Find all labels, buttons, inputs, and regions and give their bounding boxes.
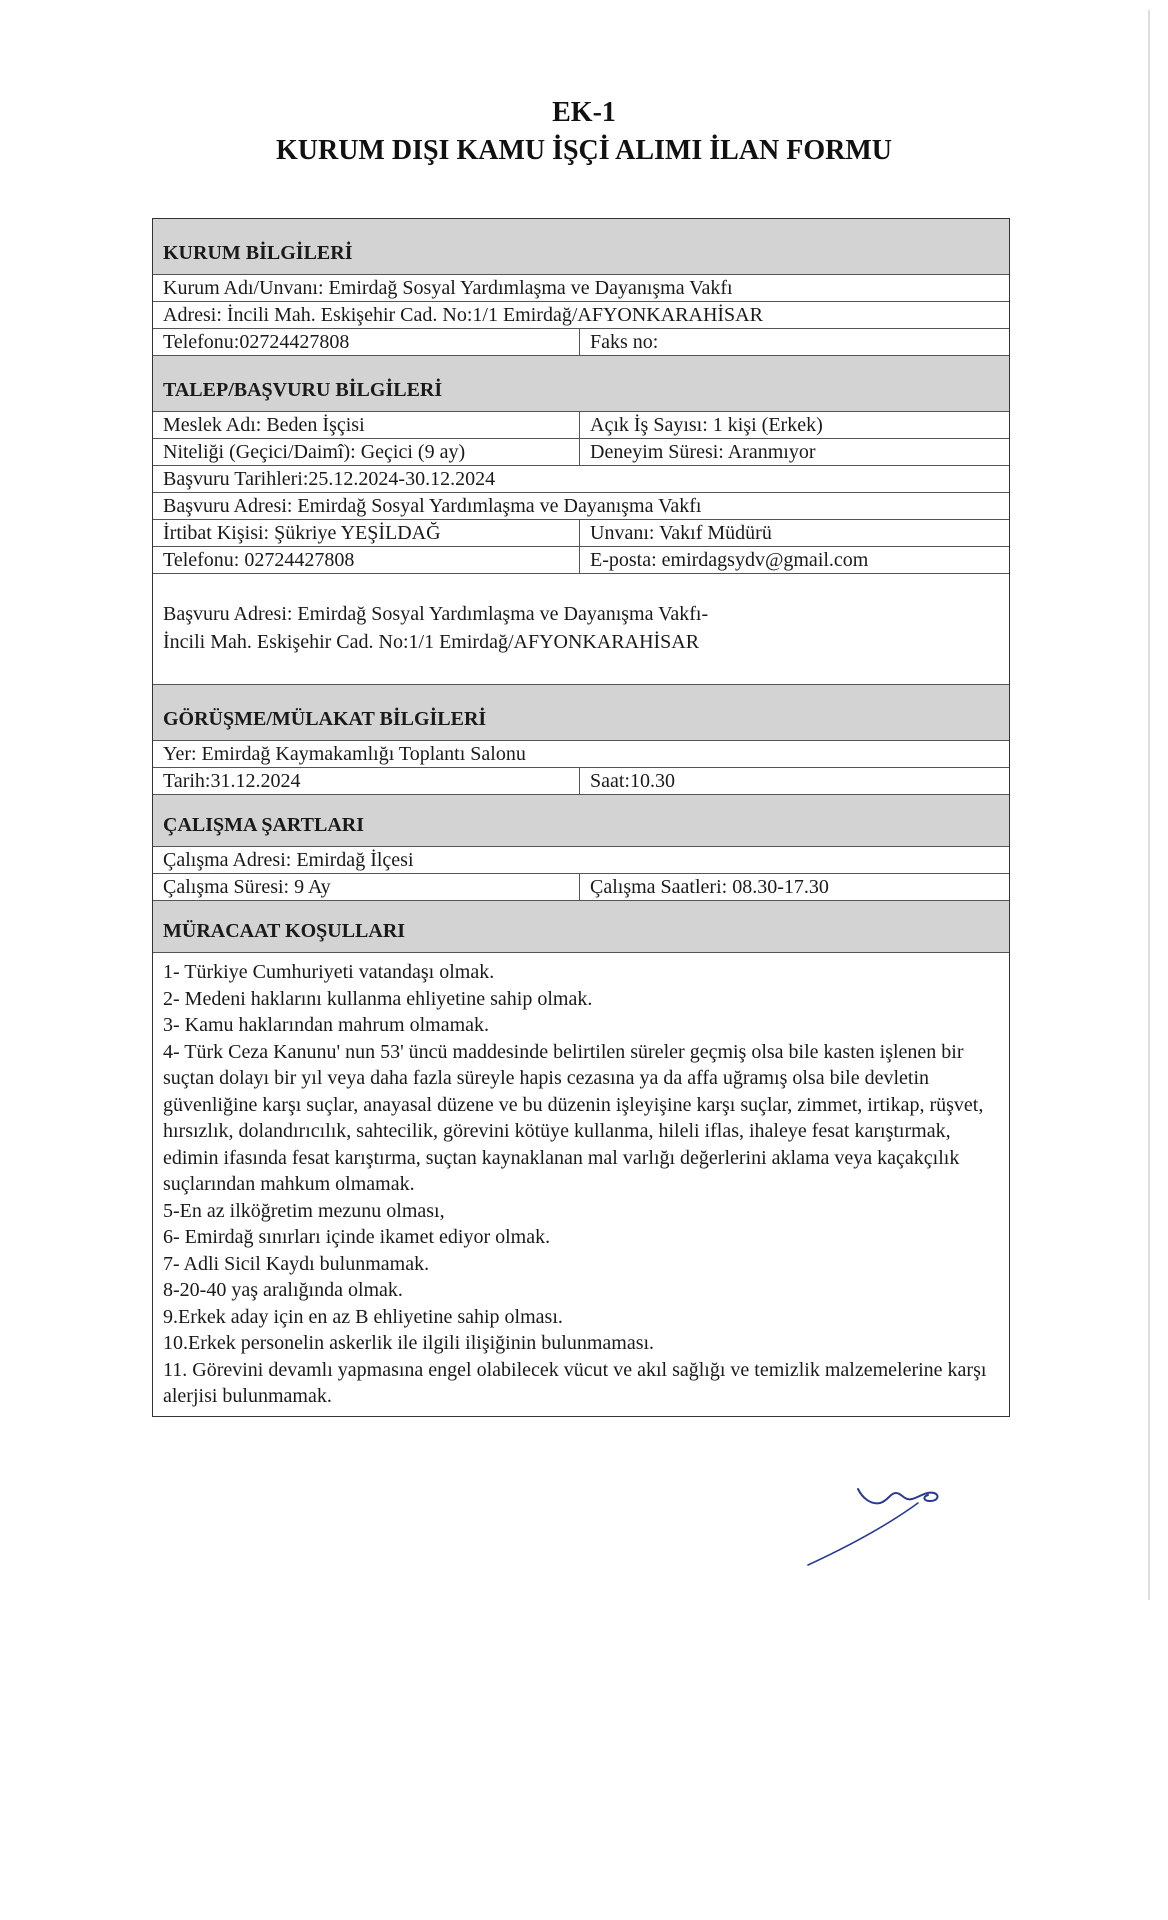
section-calisma-heading: ÇALIŞMA ŞARTLARI: [153, 795, 1009, 847]
row-kurum-adres: [153, 302, 1009, 329]
talep-unvan: Unvanı: Vakıf Müdürü: [590, 522, 772, 544]
talep-nitelik: Niteliği (Geçici/Daimî): Geçici (9 ay): [153, 439, 580, 465]
title-annex: EK-1: [552, 97, 616, 128]
row-talep-tarihler: [153, 466, 1009, 493]
condition-item: 11. Görevini devamlı yapmasına engel olabilecek vücut ve akıl sağlığı ve temizlik malzemelerine karşı alerjisi bulunmamak.: [163, 1358, 987, 1407]
calisma-saatler: Çalışma Saatleri: 08.30-17.30: [590, 876, 829, 898]
talep-full-address-line1: Başvuru Adresi: Emirdağ Sosyal Yardımlaşma ve Dayanışma Vakfı-: [163, 603, 709, 625]
row-talep-irtibat: [153, 520, 1009, 547]
gorusme-saat: Saat:10.30: [590, 770, 675, 792]
talep-meslek: Meslek Adı: Beden İşçisi: [153, 412, 580, 438]
condition-item: 3- Kamu haklarından mahrum olmamak.: [163, 1014, 490, 1036]
title-main: KURUM DIŞI KAMU İŞÇİ ALIMI İLAN FORMU: [275, 135, 893, 166]
talep-full-address-line2: İncili Mah. Eskişehir Cad. No:1/1 Emirdağ/AFYONKARAHİSAR: [163, 631, 700, 653]
row-talep-meslek: [153, 412, 1009, 439]
document-title: [0, 94, 1168, 170]
row-kurum-unvan: [153, 275, 1009, 302]
row-gorusme-yer: [153, 741, 1009, 768]
kurum-adres: Adresi: İncili Mah. Eskişehir Cad. No:1/1 Emirdağ/AFYONKARAHİSAR: [163, 304, 763, 326]
row-gorusme-tarih: [153, 768, 1009, 795]
kurum-telefon: Telefonu:02724427808: [153, 329, 580, 355]
row-calisma-adres: [153, 847, 1009, 874]
talep-irtibat: İrtibat Kişisi: Şükriye YEŞİLDAĞ: [153, 520, 580, 546]
condition-item: 10.Erkek personelin askerlik ile ilgili ilişiğinin bulunmaması.: [163, 1332, 655, 1354]
section-kurum-heading: KURUM BİLGİLERİ: [153, 219, 1009, 275]
row-calisma-sure: [153, 874, 1009, 901]
kurum-unvan: Kurum Adı/Unvanı: Emirdağ Sosyal Yardımlaşma ve Dayanışma Vakfı: [163, 277, 733, 299]
talep-telefon: Telefonu: 02724427808: [153, 547, 580, 573]
signature-mark: [800, 1475, 970, 1575]
row-kurum-telefon: [153, 329, 1009, 356]
section-talep-heading: TALEP/BAŞVURU BİLGİLERİ: [153, 356, 1009, 412]
condition-item: 1- Türkiye Cumhuriyeti vatandaşı olmak.: [163, 961, 495, 983]
condition-item: 7- Adli Sicil Kaydı bulunmamak.: [163, 1252, 430, 1275]
talep-deneyim: Deneyim Süresi: Aranmıyor: [590, 441, 816, 463]
condition-item: 6- Emirdağ sınırları içinde ikamet ediyor olmak.: [163, 1226, 551, 1248]
condition-item: 9.Erkek aday için en az B ehliyetine sahip olması.: [163, 1305, 563, 1328]
talep-acik-is: Açık İş Sayısı: 1 kişi (Erkek): [590, 414, 823, 436]
section-gorusme-heading: GÖRÜŞME/MÜLAKAT BİLGİLERİ: [153, 685, 1009, 741]
row-talep-adres: [153, 493, 1009, 520]
condition-item: 8-20-40 yaş aralığında olmak.: [163, 1279, 403, 1301]
talep-eposta: E-posta: emirdagsydv@gmail.com: [590, 549, 869, 571]
talep-adres: Başvuru Adresi: Emirdağ Sosyal Yardımlaşma ve Dayanışma Vakfı: [163, 495, 702, 517]
talep-full-address: [153, 574, 1009, 685]
row-talep-nitelik: [153, 439, 1009, 466]
muracaat-conditions: [153, 953, 1009, 1416]
condition-item: 2- Medeni haklarını kullanma ehliyetine sahip olmak.: [163, 987, 593, 1010]
announcement-form: [152, 218, 1010, 1417]
calisma-adres: Çalışma Adresi: Emirdağ İlçesi: [163, 849, 414, 871]
page-edge-line: [1148, 10, 1150, 1600]
kurum-faks: Faks no:: [590, 331, 659, 353]
gorusme-tarih: Tarih:31.12.2024: [153, 768, 580, 794]
condition-item: 4- Türk Ceza Kanunu' nun 53' üncü maddesinde belirtilen süreler geçmiş olsa bile kasten işlenen bir suçtan dolayı bir yıl veya daha fazla süreyle hapis cezasına ya da affa uğramış olsa bile devletin güvenliğine karşı suçlar, anayasal düzene ve bu düzenin işleyişine karşı suçlar, zimmet, irtikap, rüşvet, hırsızlık, dolandırıcılık, sahtecilik, görevini kötüye kullanma, hileli iflas, ihaleye fesat karıştırmak, edimin ifasında fesat karıştırma, suçtan kaynaklanan mal varlığı değerlerini aklama veya kaçakçılık suçlarından mahkum olmamak.: [163, 1040, 984, 1195]
row-talep-telefon: [153, 547, 1009, 574]
gorusme-yer: Yer: Emirdağ Kaymakamlığı Toplantı Salonu: [163, 743, 526, 765]
talep-tarihler: Başvuru Tarihleri:25.12.2024-30.12.2024: [163, 468, 496, 490]
section-muracaat-heading: MÜRACAAT KOŞULLARI: [153, 901, 1009, 953]
calisma-sure: Çalışma Süresi: 9 Ay: [153, 874, 580, 900]
condition-item: 5-En az ilköğretim mezunu olması,: [163, 1199, 445, 1222]
